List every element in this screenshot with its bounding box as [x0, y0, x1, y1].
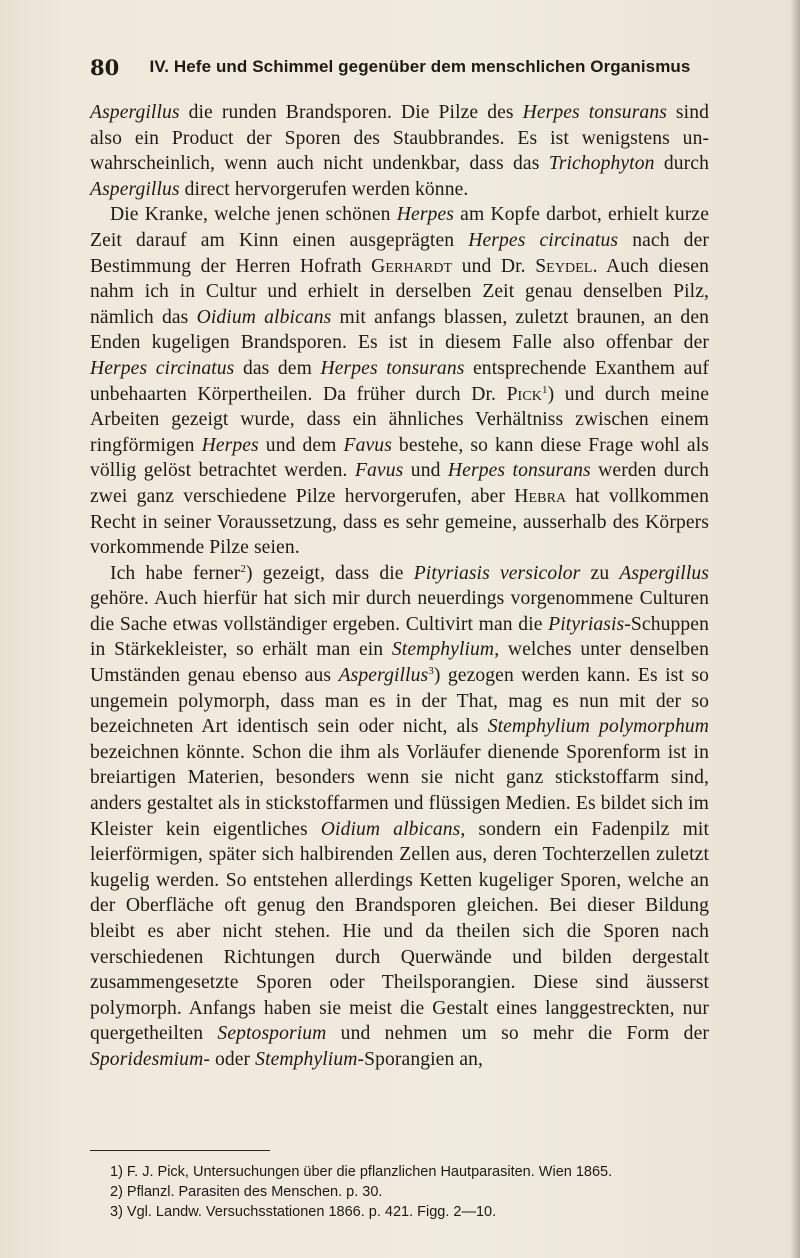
p2-t4: Herpes circinatus — [468, 229, 619, 251]
p3-t18: und nehmen um so mehr die Form der — [326, 1023, 709, 1045]
p1-t5: Trichophyton — [548, 153, 655, 175]
p2-t13: das dem — [234, 357, 321, 379]
p3-t17: Septosporium — [217, 1023, 327, 1045]
p1-t2: die runden Brandsporen. Die Pilze des — [179, 102, 523, 123]
paragraph-3 — [90, 561, 709, 1073]
p2-t21: bestehe, so kann diese Frage wohl als völlig gelöst betrachtet werden. — [90, 434, 709, 482]
p2-t12: Herpes circinatus — [90, 357, 235, 379]
p3-t22: Sporangien an, — [364, 1048, 484, 1070]
p2-t2: Herpes — [396, 204, 454, 226]
p2-t25: werden durch zwei ganz verschiedene Pilze hervorgerufen, aber — [90, 460, 709, 507]
p3-t16: , sondern ein Fadenpilz mit leierförmigen, später sich halbirenden Zellen aus, deren Tochterzellen zuletzt kugelig werden. So entstehen allerdings Ketten kugeliger Sporen, welche an der Oberfläche oft genug den Brandsporen gleichen. Bei dieser Bildung bleibt es aber nicht stehen. Hie und da theilen sich die Sporen nach verschiedenen Richtungen durch Querwände und bilden dergestalt zusammengesetzte Sporen oder Theilsporangien. Diese sind äusserst polymorph. Anfangs haben sie meist die Gestalt eines langgestreckten, nur quergetheilten — [90, 818, 709, 1045]
p3-t19: Sporidesmium- — [90, 1048, 210, 1070]
p2-t15: entsprechende Exanthem auf unbehaarten Körpertheilen. Da früher durch Dr. — [90, 357, 710, 405]
p3-t3: Pityriasis versicolor — [413, 562, 581, 584]
p3-t9: Stemphylium — [391, 639, 495, 661]
footnote-2: 2) Pflanzl. Parasiten des Menschen. p. 30. — [110, 1184, 383, 1200]
p3-t7: Pityriasis- — [548, 613, 631, 635]
p3-t4: zu — [580, 562, 620, 584]
p1-t6: durch — [654, 153, 709, 175]
p3-t5: Aspergillus — [619, 562, 709, 584]
footnote-ref-1: 1 — [541, 383, 548, 396]
p2-t10: Oidium albicans — [196, 306, 332, 328]
p2-t26: Hebra — [514, 485, 567, 507]
p2-t11: mit anfangs blassen, zuletzt braunen, an den Enden kugeligen Brandsporen. Es ist in diesem Falle also offenbar der — [90, 306, 710, 354]
p3-t15: Oidium albicans — [320, 818, 461, 840]
p3-t21: Stemphylium- — [255, 1048, 365, 1070]
footnote-ref-3: 3 — [428, 665, 434, 678]
p1-t4: sind also ein Product der Sporen des Staubbrandes. Es ist wenigstens unwahrscheinlich, wenn auch nicht undenkbar, dass das — [90, 102, 709, 175]
p3-t13: Stemphylium polymorphum — [487, 716, 709, 738]
p1-t1: Aspergillus — [90, 102, 180, 123]
paragraph-2 — [90, 202, 709, 560]
p2-t27: hat vollkommen Recht in seiner Voraussetzung, dass es sehr gemeine, ausserhalb des Körpers vorkommende Pilze seien. — [90, 485, 709, 559]
running-title: IV. Hefe und Schimmel gegenüber dem menschlichen Organismus — [149, 57, 691, 76]
p2-t6: Gerhardt — [371, 255, 453, 277]
footnote-ref-2: 2 — [240, 562, 246, 575]
p2-t17: ) und durch meine Arbeiten gezeigt wurde, dass ein ähnliches Verhältniss zwischen einem ringförmigen — [90, 383, 709, 456]
p2-t9: . Auch diesen nahm ich in Cultur und erhielt in derselben Zeit genau denselben Pilz, nämlich das — [90, 255, 709, 328]
body-text — [90, 100, 709, 1073]
p2-t8: Seydel — [535, 255, 593, 277]
p2-t14: Herpes tonsurans — [320, 357, 465, 379]
p3-t11: Aspergillus — [338, 665, 429, 687]
p1-t8: direct hervorgerufen werden könne. — [179, 178, 469, 200]
p3-t8: Schuppen in Stärkekleister, so erhält man ein — [90, 613, 709, 661]
footnotes — [110, 1162, 710, 1222]
p2-t7: und Dr. — [452, 255, 536, 277]
page-spine-shadow — [790, 0, 800, 1258]
p2-t20: Favus — [343, 434, 392, 456]
p2-t1: Die Kranke, welche jenen schönen — [110, 204, 397, 226]
p2-t16: Pick — [506, 383, 542, 405]
footnote-divider — [90, 1150, 270, 1151]
p2-t24: Herpes tonsurans — [447, 460, 591, 482]
p1-t3: Herpes tonsurans — [522, 102, 667, 123]
p3-t20: oder — [209, 1048, 256, 1070]
p3-t1: Ich habe ferner — [110, 562, 241, 584]
paragraph-1 — [90, 100, 709, 202]
footnote-1: 1) F. J. Pick, Untersuchungen über die pflanzlichen Hautparasiten. Wien 1865. — [110, 1164, 613, 1180]
p2-t18: Herpes — [201, 434, 259, 456]
p3-t2: ) gezeigt, dass die — [245, 562, 414, 584]
p2-t5: nach der Bestimmung der Herren Hofrath — [90, 229, 710, 277]
p2-t23: und — [403, 460, 448, 482]
p2-t3: am Kopfe darbot, erhielt kurze Zeit darauf am Kinn einen ausgeprägten — [90, 204, 709, 251]
p1-t7: Aspergillus — [90, 178, 180, 200]
page-number: 80 — [90, 55, 120, 80]
p2-t19: und dem — [258, 434, 344, 456]
p3-t6: gehöre. Auch hierfür hat sich mir durch neuerdings vorgenommene Culturen die Sache etwas vollständiger ergeben. Cultivirt man die — [90, 588, 709, 635]
p3-t12: ) gezogen werden kann. Es ist so ungemein polymorph, dass man es in der That, mag es nun mit der so bezeichneten Art identisch sein oder nicht, als — [90, 665, 709, 738]
page-header — [90, 55, 710, 85]
footnote-3: 3) Vgl. Landw. Versuchsstationen 1866. p. 421. Figg. 2—10. — [110, 1204, 497, 1220]
p3-t14: bezeichnen könnte. Schon die ihm als Vorläufer dienende Sporenform ist in breiartigen Materien, besonders wenn sie nicht ganz stickstoffarm sind, anders gestaltet als in stickstoffarmen und flüssigen Medien. Es bildet sich im Kleister kein eigentliches — [90, 741, 709, 840]
p2-t22: Favus — [354, 460, 404, 482]
p3-t10: , welches unter denselben Umständen genau ebenso aus — [90, 639, 709, 687]
